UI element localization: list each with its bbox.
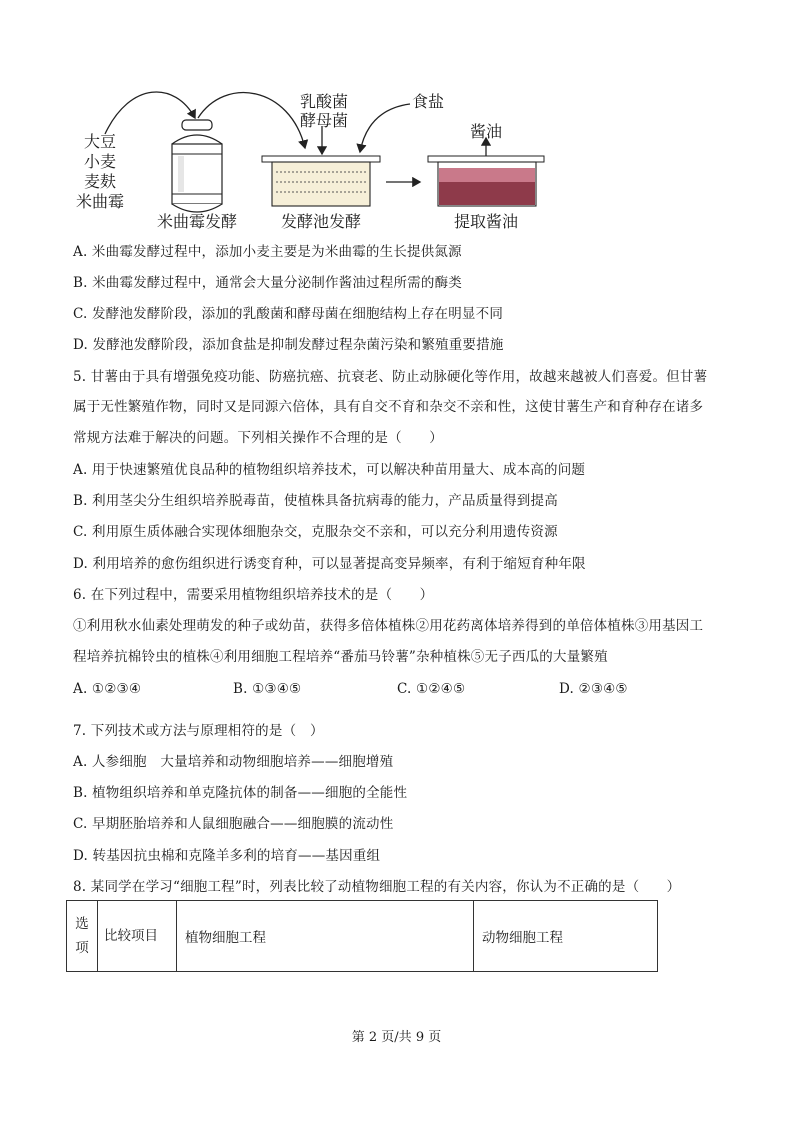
header-plant-cell — [177, 901, 474, 972]
input-label-soybean: 大豆 — [83, 132, 116, 151]
comparison-table — [66, 900, 658, 972]
input-label-aspergillus: 米曲霉 — [75, 192, 124, 211]
header-plant-text: 植物细胞工程 — [185, 930, 266, 946]
q6-option-d: D. ②③④⑤ — [559, 681, 628, 697]
additive-bacteria-line2: 酵母菌 — [299, 111, 348, 130]
q4-option-c: C. 发酵池发酵阶段，添加的乳酸菌和酵母菌在细胞结构上存在明显不同 — [73, 306, 504, 322]
q6-option-b: B. ①③④⑤ — [233, 681, 302, 697]
arrow-salt — [360, 104, 410, 152]
fermentation-pool-icon — [262, 156, 380, 206]
q8-stem: 8. 某同学在学习“细胞工程”时，列表比较了动植物细胞工程的有关内容，你认为不正确的是（ ） — [73, 879, 681, 895]
header-animal-text: 动物细胞工程 — [482, 930, 563, 946]
q6-body-line1: ①利用秋水仙素处理萌发的种子或幼苗，获得多倍体植株②用花药离体培养得到的单倍体植株③用基因工 — [73, 618, 704, 634]
input-label-wheat: 小麦 — [83, 152, 116, 171]
header-option-cell — [67, 901, 98, 972]
q6-option-a: A. ①②③④ — [73, 681, 142, 697]
header-compare-item-text: 比较项目 — [104, 928, 158, 944]
q7-option-a: A. 人参细胞 大量培养和动物细胞培养——细胞增殖 — [73, 754, 394, 770]
extraction-tank-icon — [428, 156, 544, 206]
header-option-text: 选项 — [75, 916, 89, 956]
q7-option-c: C. 早期胚胎培养和人鼠细胞融合——细胞膜的流动性 — [73, 816, 394, 832]
q5-stem-line2: 属于无性繁殖作物，同时又是同源六倍体，具有自交不育和杂交不亲和性，这使甘薯生产和育种存在诸多 — [73, 399, 704, 415]
stage1-label: 米曲霉发酵 — [156, 212, 237, 231]
q5-option-a: A. 用于快速繁殖优良品种的植物组织培养技术，可以解决种苗用量大、成本高的问题 — [73, 462, 586, 478]
product-label: 酱油 — [469, 122, 502, 141]
input-label-bran: 麦麸 — [83, 172, 116, 191]
fermenter-vessel-icon — [172, 120, 222, 212]
header-compare-item-cell — [98, 901, 177, 972]
q4-option-a: A. 米曲霉发酵过程中，添加小麦主要是为米曲霉的生长提供氮源 — [73, 244, 462, 260]
q5-option-d: D. 利用培养的愈伤组织进行诱变育种，可以显著提高变异频率，有利于缩短育种年限 — [73, 556, 586, 572]
page-footer: 第 2 页/共 9 页 — [351, 1030, 442, 1045]
q5-option-b: B. 利用茎尖分生组织培养脱毒苗，使植株具备抗病毒的能力，产品质量得到提高 — [73, 493, 558, 509]
q7-option-b: B. 植物组织培养和单克隆抗体的制备——细胞的全能性 — [73, 785, 408, 801]
q4-option-d: D. 发酵池发酵阶段，添加食盐是抑制发酵过程杂菌污染和繁殖重要措施 — [73, 337, 504, 353]
q7-option-d: D. 转基因抗虫棉和克隆羊多利的培育——基因重组 — [73, 848, 381, 864]
stage2-label: 发酵池发酵 — [280, 212, 361, 231]
arrow-inputs-to-fermenter — [105, 92, 195, 134]
q5-option-c: C. 利用原生质体融合实现体细胞杂交，克服杂交不亲和，可以充分利用遗传资源 — [73, 524, 558, 540]
q5-stem-line3: 常规方法难于解决的问题。下列相关操作不合理的是（ ） — [73, 430, 443, 446]
q4-option-b: B. 米曲霉发酵过程中，通常会大量分泌制作酱油过程所需的酶类 — [73, 275, 463, 291]
q5-stem-line1: 5. 甘薯由于具有增强免疫功能、防癌抗癌、抗衰老、防止动脉硬化等作用，故越来越被人们喜爱。但甘薯 — [73, 369, 708, 385]
soy-sauce-process-diagram — [60, 86, 580, 236]
additive-bacteria-line1: 乳酸菌 — [299, 92, 348, 111]
q6-option-c: C. ①②④⑤ — [397, 681, 466, 697]
additive-salt-label: 食盐 — [411, 92, 444, 111]
q6-stem: 6. 在下列过程中，需要采用植物组织培养技术的是（ ） — [73, 587, 434, 603]
stage3-label: 提取酱油 — [453, 212, 518, 231]
table-header-row — [67, 901, 658, 972]
header-animal-cell — [474, 901, 658, 972]
q6-body-line2: 程培养抗棉铃虫的植株④利用细胞工程培养“番茄马铃薯”杂种植株⑤无子西瓜的大量繁殖 — [73, 649, 608, 665]
q7-stem: 7. 下列技术或方法与原理相符的是（ ） — [73, 723, 324, 739]
